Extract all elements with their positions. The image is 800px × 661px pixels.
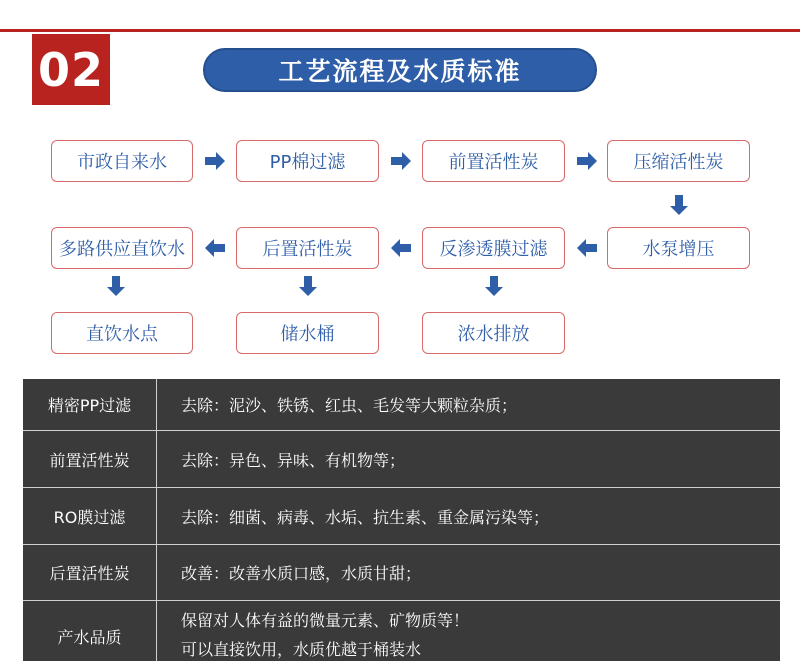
arrow-left-icon	[203, 236, 227, 260]
flow-step-multi-supply: 多路供应直饮水	[51, 227, 193, 269]
row-label: RO膜过滤	[23, 488, 157, 544]
table-row	[23, 431, 780, 488]
row-label: 后置活性炭	[23, 545, 157, 600]
row-label: 产水品质	[23, 601, 157, 661]
flow-step-compressed-carbon: 压缩活性炭	[607, 140, 750, 182]
arrow-right-icon	[575, 149, 599, 173]
top-divider-line	[0, 29, 800, 32]
flow-step-pump-boost: 水泵增压	[607, 227, 750, 269]
table-row	[23, 601, 780, 661]
table-row	[23, 488, 780, 545]
flow-step-pp-cotton-filter: PP棉过滤	[236, 140, 379, 182]
water-quality-table	[23, 379, 780, 661]
row-description	[181, 601, 770, 661]
flow-step-ro-membrane: 反渗透膜过滤	[422, 227, 565, 269]
description-line: 去除：异色、异味、有机物等；	[181, 450, 406, 470]
description-line: 改善：改善水质口感，水质甘甜；	[181, 564, 422, 583]
description-line: 可以直接饮用，水质优越于桶装水	[181, 640, 422, 659]
row-description	[181, 545, 770, 600]
section-number-badge: 02	[32, 34, 110, 105]
arrow-down-icon	[296, 274, 320, 298]
arrow-down-icon	[104, 274, 128, 298]
row-description	[181, 379, 770, 430]
description-line: 去除：细菌、病毒、水垢、抗生素、重金属污染等；	[181, 507, 550, 527]
arrow-down-icon	[482, 274, 506, 298]
flow-step-pre-carbon: 前置活性炭	[422, 140, 565, 182]
row-description	[181, 488, 770, 544]
table-row	[23, 545, 780, 601]
arrow-left-icon	[389, 236, 413, 260]
flow-step-drinking-point: 直饮水点	[51, 312, 193, 354]
flow-step-storage-tank: 储水桶	[236, 312, 379, 354]
arrow-left-icon	[575, 236, 599, 260]
arrow-down-icon	[667, 193, 691, 217]
row-description	[181, 431, 770, 487]
section-title: 工艺流程及水质标准	[203, 48, 597, 92]
table-row	[23, 379, 780, 431]
row-label: 精密PP过滤	[23, 379, 157, 430]
description-line: 去除：泥沙、铁锈、红虫、毛发等大颗粒杂质；	[181, 396, 518, 415]
flow-step-municipal-water: 市政自来水	[51, 140, 193, 182]
row-label: 前置活性炭	[23, 431, 157, 487]
flow-step-concentrate-discharge: 浓水排放	[422, 312, 565, 354]
arrow-right-icon	[389, 149, 413, 173]
description-line: 保留对人体有益的微量元素、矿物质等！	[181, 611, 470, 630]
flow-step-post-carbon: 后置活性炭	[236, 227, 379, 269]
arrow-right-icon	[203, 149, 227, 173]
